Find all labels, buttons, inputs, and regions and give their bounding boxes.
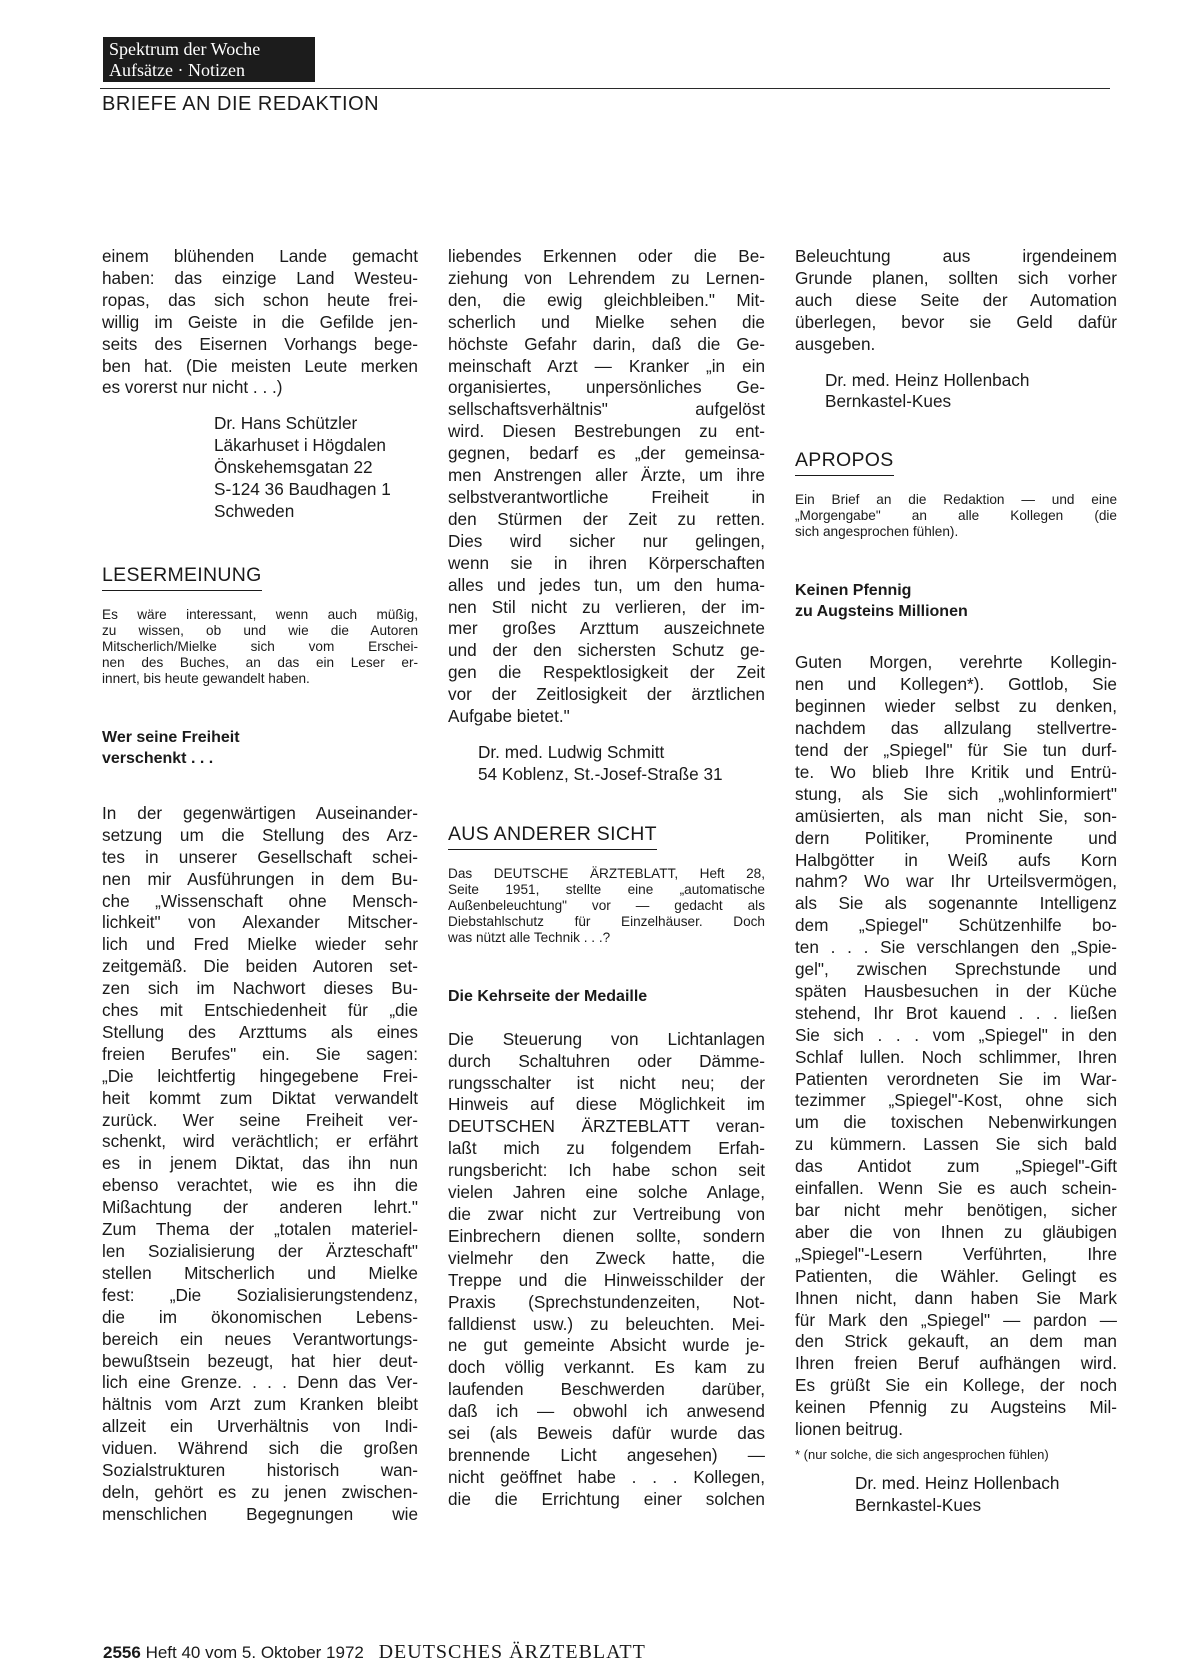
rubric-intro [102, 607, 418, 687]
text-line: lichkeit" von Alexander Mitscher- [102, 912, 418, 933]
text-line: Es wäre interessant, wenn auch müßig, [102, 606, 418, 622]
text-line: sellschaftsverhältnis" aufgelöst [448, 399, 765, 420]
text-line: Mißachtung der anderen lehrt." [102, 1197, 418, 1218]
text-line: Patienten, die Wähler. Gelingt es [795, 1265, 1117, 1286]
text-line: tes in unserer Gesellschaft schei- [102, 846, 418, 867]
text-line: Halbgötter in Weiß aufs Korn [795, 849, 1117, 870]
text-line: durch Schaltuhren oder Dämme- [448, 1050, 765, 1071]
text-line: vielmehr den Zweck hatte, die [448, 1247, 765, 1268]
text-line: rungsbericht: Ich habe schon seit [448, 1160, 765, 1181]
text-line: Sie sich . . . vom „Spiegel" in den [795, 1024, 1117, 1045]
text-line: te. Wo blieb Ihre Kritik und Entrü- [795, 761, 1117, 782]
text-line: men Anstrengen aller Ärzte, um ihre [448, 465, 765, 486]
magazine-title: DEUTSCHES ÄRZTEBLATT [378, 1641, 646, 1663]
signature-line: Dr. med. Heinz Hollenbach [855, 1472, 1060, 1493]
signature-hollenbach [855, 1473, 1117, 1517]
text-line: setzung um die Stellung des Arz- [102, 824, 418, 845]
rubric-intro [448, 866, 765, 946]
text-line: freien Berufes" ein. Sie sagen: [102, 1043, 418, 1064]
page-number: 2556 [103, 1643, 141, 1662]
text-line: Seite 1951, stellte eine „automatische [448, 881, 765, 897]
text-line: ropas, das sich schon heute frei- [102, 289, 418, 310]
text-line: liebendes Erkennen oder die Be- [448, 246, 765, 266]
signature-line: Dr. med. Ludwig Schmitt [478, 741, 665, 762]
section-tag [103, 37, 315, 82]
text-line: nen des Buches, an das ein Leser er- [102, 654, 418, 670]
text-line: aber die von Ihnen zu gläubigen [795, 1221, 1117, 1242]
signature-line: Dr. Hans Schützler [214, 413, 358, 434]
text-line: einfallen. Wenn Sie es auch schein- [795, 1178, 1117, 1199]
text-line: die die Errichtung einer solchen [448, 1488, 765, 1509]
text-line: Guten Morgen, verehrte Kollegin- [795, 652, 1117, 673]
text-line: nicht geöffnet habe . . . Kollegen, [448, 1466, 765, 1487]
page-footer [103, 1641, 646, 1664]
headline-line: verschenkt . . . [102, 749, 214, 767]
text-line: Mitscherlich/Mielke sich vom Erschei- [102, 638, 418, 654]
text-line: lich und Fred Mielke wieder sehr [102, 934, 418, 955]
text-line: Praxis (Sprechstundenzeiten, Not- [448, 1291, 765, 1312]
issue-info: Heft 40 vom 5. Oktober 1972 [145, 1643, 364, 1662]
text-line: es in jenem Diktat, das ihn nun [102, 1153, 418, 1174]
text-line: beginnen wieder selbst zu denken, [795, 696, 1117, 717]
text-line: Dies wird sicher nur gelingen, [448, 530, 765, 551]
letter-1-ending [102, 246, 418, 399]
signature-schuetzler [214, 413, 418, 523]
text-line: mer großes Arzttum auszeichnete [448, 618, 765, 639]
text-line: tezimmer „Spiegel"-Kost, ohne sich [795, 1090, 1117, 1111]
text-line: innert, bis heute gewandelt haben. [102, 670, 310, 686]
text-line: heit kommt zum Diktat verwandelt [102, 1087, 418, 1108]
text-line: stehend, Ihr Brot kauend . . . ließen [795, 1002, 1117, 1023]
text-line: Es grüßt Sie ein Kollege, der noch [795, 1375, 1117, 1396]
text-line: ne gut gemeinte Absicht wurde je- [448, 1335, 765, 1356]
column-2 [448, 246, 765, 1511]
text-line: und der den sichersten Schutz ge- [448, 640, 765, 661]
section-tag-line1: Spektrum der Woche [109, 39, 261, 59]
text-line: seits des Eisernen Vorhangs bege- [102, 333, 418, 354]
text-line: nen und Kollegen*). Gottlob, Sie [795, 674, 1117, 695]
text-line: sich angesprochen fühlen). [795, 524, 959, 540]
section-tag-line2: Aufsätze · Notizen [109, 60, 245, 80]
text-line: selbstverantwortliche Freiheit in [448, 486, 765, 507]
text-line: doch völlig verkannt. Es kam zu [448, 1357, 765, 1378]
text-line: len Sozialisierung der Ärzteschaft" [102, 1241, 418, 1261]
text-line: einem blühenden Lande gemacht [102, 246, 418, 266]
column-3 [795, 246, 1117, 1517]
text-line: was nützt alle Technik . . .? [448, 929, 611, 945]
section-title: BRIEFE AN DIE REDAKTION [102, 93, 380, 115]
column-1 [102, 246, 418, 1526]
text-line: überlegen, bevor sie Geld dafür [795, 311, 1117, 332]
letter-2-continued [448, 246, 765, 728]
text-line: vor der Zeitlosigkeit der ärztlichen [448, 684, 765, 705]
text-line: gel", zwischen Sprechstunde und [795, 959, 1117, 980]
text-line: In der gegenwärtigen Auseinander- [102, 802, 418, 823]
text-line: Zum Thema der „totalen materiel- [102, 1219, 418, 1240]
text-line: Schlaf lullen. Noch schlimmer, Ihren [795, 1046, 1117, 1067]
footnote: * (nur solche, die sich angesprochen fühlen) [795, 1446, 1049, 1462]
headline-line: Wer seine Freiheit [102, 728, 240, 746]
text-line: Stellung des Arzttums als eines [102, 1021, 418, 1042]
text-line: das Antidot zum „Spiegel"-Gift [795, 1156, 1117, 1177]
text-line: zu kümmern. Lassen Sie sich bald [795, 1134, 1117, 1155]
text-line: willig im Geiste in die Gefilde jen- [102, 311, 418, 332]
text-line: Beleuchtung aus irgendeinem [795, 246, 1117, 266]
text-line: „Die leichtfertig hingegebene Frei- [102, 1065, 418, 1086]
text-line: nahm? Wo war Ihr Urteilsvermögen, [795, 871, 1117, 892]
text-line: ten . . . Sie verschlangen den „Spie- [795, 937, 1117, 958]
text-line: Ihren freien Beruf aufhängen wird. [795, 1353, 1117, 1374]
text-line: ches mit Entschiedenheit für „die [102, 1000, 418, 1021]
text-line: Patienten verordneten Sie im War- [795, 1068, 1117, 1089]
text-line: zen sich im Nachwort dieses Bu- [102, 978, 418, 999]
text-line: lionen beitrug. [795, 1419, 903, 1440]
text-line: allzeit ein Urverhältnis von Indi- [102, 1416, 418, 1437]
text-line: als Sie als sogenannte Intelligenz [795, 893, 1117, 914]
text-line: DEUTSCHEN ÄRZTEBLATT veran- [448, 1116, 765, 1137]
signature-line: 54 Koblenz, St.-Josef-Straße 31 [478, 763, 723, 784]
text-line: um die toxischen Nebenwirkungen [795, 1112, 1117, 1133]
text-line: zu wissen, ob und wie die Autoren [102, 622, 418, 638]
text-line: gen die Respektlosigkeit der Zeit [448, 662, 765, 683]
signature-line: Bernkastel-Kues [825, 391, 952, 412]
letter-3-continued [795, 246, 1117, 356]
text-line: Ein Brief an die Redaktion — und eine [795, 492, 1117, 508]
letter-3-body [448, 1029, 765, 1511]
text-line: Die Steuerung von Lichtanlagen [448, 1028, 765, 1049]
text-line: den Strick gekauft, an dem man [795, 1331, 1117, 1352]
signature-tienes [825, 370, 1117, 414]
article-headline [795, 580, 1117, 622]
text-line: Aufgabe bietet." [448, 706, 570, 727]
text-line: daß ich — obwohl ich anwesend [448, 1401, 765, 1422]
rubric-lesermeinung: LESERMEINUNG [102, 564, 262, 591]
text-line: „Morgengabe" an alle Kollegen (die [795, 508, 1117, 524]
text-line: zurück. Wer seine Freiheit ver- [102, 1109, 418, 1130]
text-line: nachdem das allzulang stellvertre- [795, 718, 1117, 739]
text-line: tend der „Spiegel" für Sie tun durf- [795, 739, 1117, 760]
text-line: menschlichen Begegnungen wie [102, 1503, 418, 1524]
letter-4-body [795, 652, 1117, 1441]
text-line: wird. Diesen Bestrebungen zu ent- [448, 421, 765, 442]
text-line: zeitgemäß. Die beiden Autoren set- [102, 956, 418, 977]
text-line: bar nicht mehr benötigen, sicher [795, 1200, 1117, 1220]
text-line: ben hat. (Die meisten Leute merken [102, 355, 418, 376]
text-line: späten Hausbesuchen in der Küche [795, 980, 1117, 1001]
text-line: stung, als Sie sich „wohlinformiert" [795, 783, 1117, 804]
header-rule [100, 88, 1110, 89]
signature-line: Schweden [214, 500, 295, 521]
text-line: viduen. Während sich die großen [102, 1438, 418, 1459]
text-line: scherlich und Mielke sehen die [448, 311, 765, 332]
text-line: brennende Licht angesehen) — [448, 1444, 765, 1465]
text-line: che „Wissenschaft ohne Mensch- [102, 890, 418, 911]
text-line: organisiertes, unpersönliches Ge- [448, 377, 765, 398]
text-line: bereich ein neues Verantwortungs- [102, 1328, 418, 1349]
headline-line: Keinen Pfennig [795, 582, 912, 600]
text-line: bewußtsein bezeugt, hat hier deut- [102, 1350, 418, 1371]
text-line: wenn sie in ihren Körperschaften [448, 552, 765, 573]
signature-line: Läkarhuset i Högdalen [214, 435, 386, 456]
text-line: lich eine Grenze. . . . Denn das Ver- [102, 1372, 418, 1393]
text-line: gegnen, bedarf es „der gemeinsa- [448, 443, 765, 464]
text-line: keinen Pfennig zu Augsteins Mil- [795, 1397, 1117, 1418]
text-line: alles und jedes tun, um den huma- [448, 574, 765, 595]
text-line: dern Politiker, Prominente und [795, 827, 1117, 848]
text-line: nen Stil nicht zu verlieren, der im- [448, 596, 765, 617]
signature-line: Dr. med. Heinz Hollenbach [825, 369, 1030, 390]
letter-2-body [102, 803, 418, 1526]
text-line: rungsschalter ist nicht neu; der [448, 1072, 765, 1093]
rubric-aus-anderer-sicht: AUS ANDERER SICHT [448, 823, 657, 850]
text-line: „Spiegel"-Lesern Verführten, Ihre [795, 1243, 1117, 1264]
rubric-intro [795, 492, 1117, 540]
text-line: falldienst usw.) zu beleuchten. Mei- [448, 1313, 765, 1334]
text-line: Diebstahlschutz für Einzelhäuser. Doch [448, 913, 765, 929]
text-line: Außenbeleuchtung" vor — gedacht als [448, 897, 765, 913]
text-line: Treppe und die Hinweisschilder der [448, 1269, 765, 1290]
text-line: die zwar nicht zur Vertreibung von [448, 1204, 765, 1224]
text-line: auch diese Seite der Automation [795, 289, 1117, 310]
signature-line: Bernkastel-Kues [855, 1494, 982, 1515]
headline-line: zu Augsteins Millionen [795, 603, 968, 621]
text-line: schenkt, wird verächtlich; er erfährt [102, 1131, 418, 1152]
text-line: es vorerst nur nicht . . .) [102, 377, 283, 398]
rubric-apropos: APROPOS [795, 449, 894, 476]
text-line: nen mir Ausführungen in dem Bu- [102, 868, 418, 889]
text-line: Hinweis auf diese Möglichkeit im [448, 1094, 765, 1115]
text-line: stellen Mitscherlich und Mielke [102, 1262, 418, 1283]
text-line: Einbrechern dienen sollte, sondern [448, 1225, 765, 1246]
text-line: vielen Jahren eine solche Anlage, [448, 1182, 765, 1203]
text-line: Grunde planen, sollten sich vorher [795, 267, 1117, 288]
text-line: die im ökonomischen Lebens- [102, 1306, 418, 1327]
text-line: hältnis vom Arzt zum Kranken bleibt [102, 1394, 418, 1415]
text-line: den, die ewig gleichbleiben." Mit- [448, 289, 765, 310]
text-line: den Stürmen der Zeit zu retten. [448, 508, 765, 529]
text-line: amüsierten, als man nicht Sie, son- [795, 805, 1117, 826]
text-line: fest: „Die Sozialisierungstendenz, [102, 1284, 418, 1305]
text-line: Das DEUTSCHE ÄRZTEBLATT, Heft 28, [448, 865, 765, 881]
text-line: Ihnen nicht, dann haben Sie Mark [795, 1287, 1117, 1308]
text-line: haben: das einzige Land Westeu- [102, 267, 418, 288]
article-headline [102, 727, 418, 769]
text-line: für Mark den „Spiegel" — pardon — [795, 1309, 1117, 1330]
text-line: ebenso verachtet, wie es ihn die [102, 1175, 418, 1196]
text-line: ziehung von Lehrendem zu Lernen- [448, 267, 765, 288]
signature-line: S-124 36 Baudhagen 1 [214, 479, 391, 500]
text-line: deln, gehört es zu jenen zwischen- [102, 1481, 418, 1502]
signature-schmitt [478, 742, 765, 786]
text-line: sei (als Beweis dafür wurde das [448, 1423, 765, 1444]
text-line: laufenden Beschwerden darüber, [448, 1379, 765, 1400]
text-line: höchste Gefahr darin, daß die Ge- [448, 333, 765, 354]
text-line: dem „Spiegel" Schützenhilfe bo- [795, 915, 1117, 936]
signature-line: Önskehemsgatan 22 [214, 457, 373, 478]
article-headline: Die Kehrseite der Medaille [448, 987, 648, 1005]
text-line: laßt mich zu folgendem Erfah- [448, 1138, 765, 1159]
text-line: Sozialstrukturen historisch wan- [102, 1460, 418, 1481]
text-line: meinschaft Arzt — Kranker „in ein [448, 355, 765, 376]
text-line: ausgeben. [795, 333, 876, 354]
